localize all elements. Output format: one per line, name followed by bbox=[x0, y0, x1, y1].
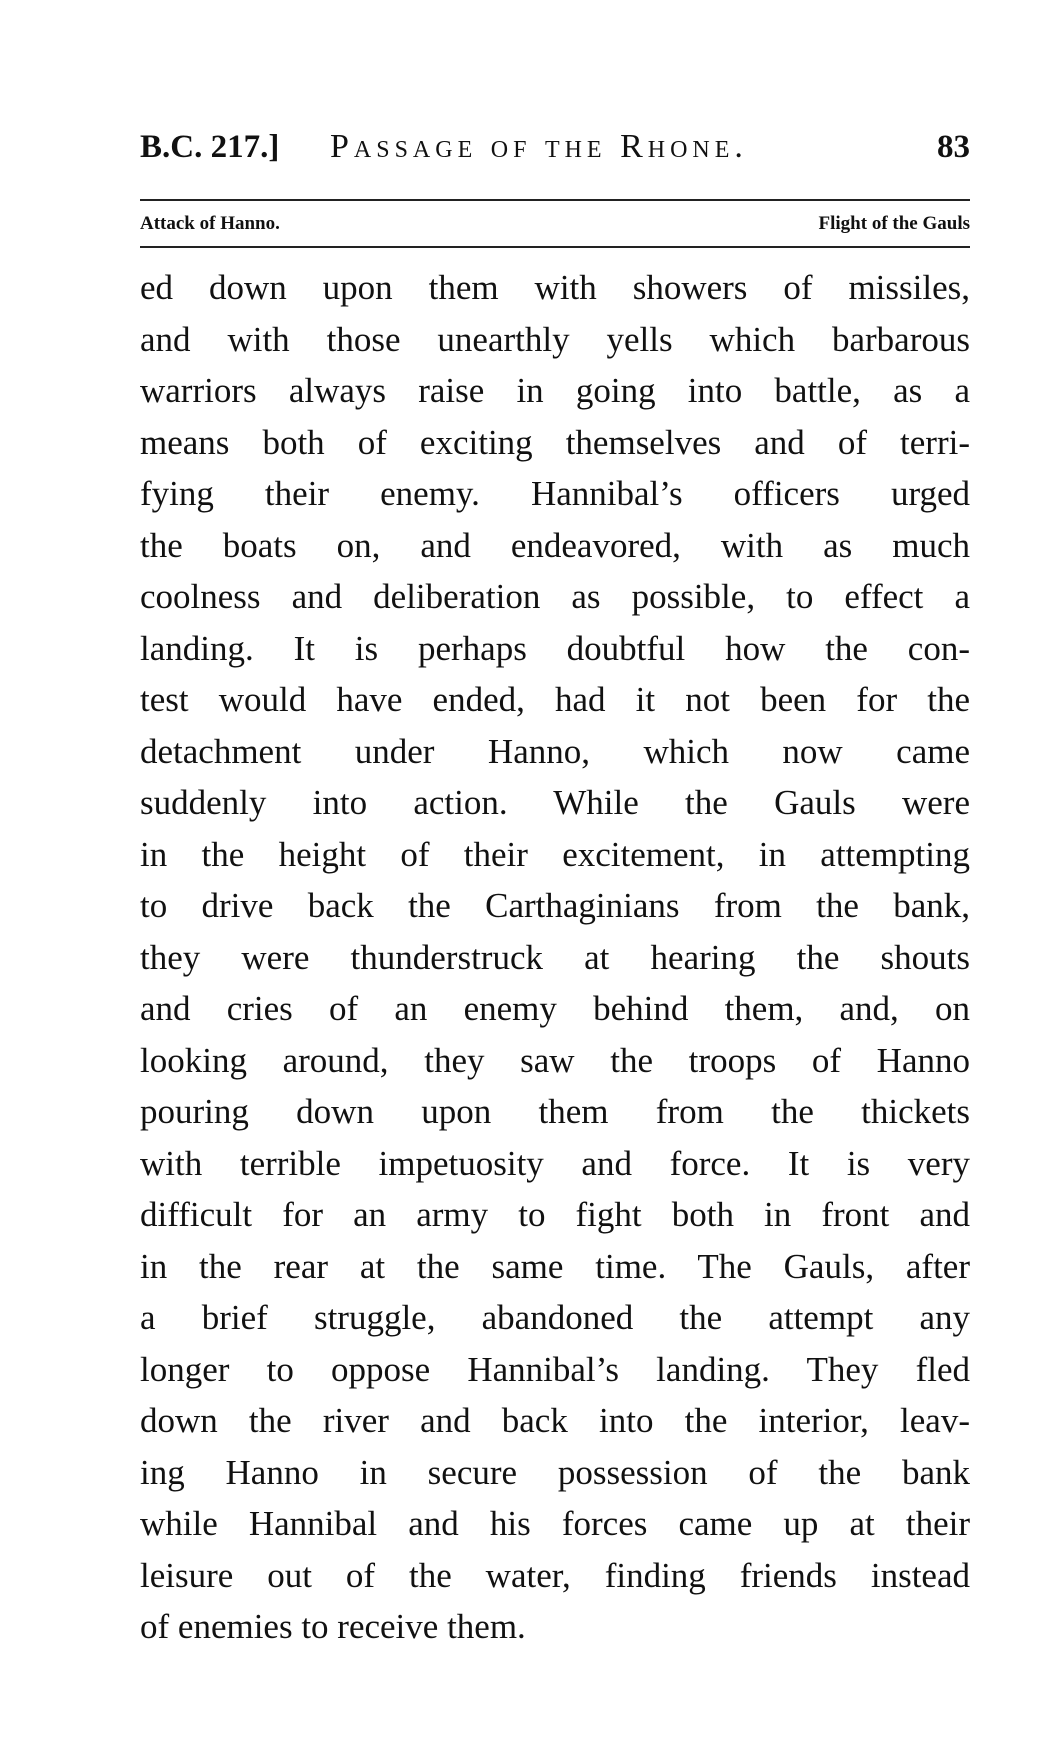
text-line: with terrible impetuosity and force. It is very bbox=[140, 1143, 970, 1183]
header-rule-bottom bbox=[140, 246, 970, 248]
side-note-right: Flight of the Gauls bbox=[818, 213, 970, 234]
text-line: a brief struggle, abandoned the attempt any bbox=[140, 1298, 970, 1337]
text-line: ing Hanno in secure possession of the bank bbox=[140, 1452, 970, 1492]
running-head bbox=[140, 122, 970, 172]
text-line: they were thunderstruck at hearing the shouts bbox=[140, 937, 970, 977]
text-line: coolness and deliberation as possible, to effect a bbox=[140, 577, 970, 616]
text-line: down the river and back into the interior, leav- bbox=[140, 1401, 970, 1440]
text-line: the boats on, and endeavored, with as much bbox=[140, 525, 970, 565]
text-line: and with those unearthly yells which barbarous bbox=[140, 319, 970, 359]
text-line: while Hannibal and his forces came up at their bbox=[140, 1504, 970, 1543]
text-line: warriors always raise in going into battle, as a bbox=[140, 371, 970, 410]
text-line: landing. It is perhaps doubtful how the con- bbox=[140, 628, 970, 668]
page-number: 83 bbox=[937, 129, 970, 165]
header-title: Passage of the Rhone. bbox=[330, 128, 748, 165]
text-line: looking around, they saw the troops of Hanno bbox=[140, 1040, 970, 1080]
text-line: to drive back the Carthaginians from the bank, bbox=[140, 886, 970, 925]
text-line: fying their enemy. Hannibal’s officers urged bbox=[140, 474, 970, 513]
text-line: detachment under Hanno, which now came bbox=[140, 731, 970, 771]
text-line: in the rear at the same time. The Gauls, after bbox=[140, 1246, 970, 1286]
text-line: pouring down upon them from the thickets bbox=[140, 1092, 970, 1131]
text-line: means both of exciting themselves and of terri- bbox=[140, 422, 970, 462]
text-line: ed down upon them with showers of missiles, bbox=[140, 268, 970, 307]
side-notes bbox=[140, 206, 970, 242]
text-line: difficult for an army to fight both in front and bbox=[140, 1195, 970, 1234]
text-line: test would have ended, had it not been for the bbox=[140, 680, 970, 719]
text-line: leisure out of the water, finding friends instead bbox=[140, 1555, 970, 1595]
text-line: in the height of their excitement, in attempting bbox=[140, 834, 970, 874]
header-rule-top bbox=[140, 199, 970, 201]
text-line: suddenly into action. While the Gauls were bbox=[140, 783, 970, 822]
body-text bbox=[140, 262, 970, 1652]
text-line: of enemies to receive them. bbox=[140, 1607, 526, 1646]
side-note-left: Attack of Hanno. bbox=[140, 213, 280, 234]
header-date: B.C. 217.] bbox=[140, 129, 280, 165]
text-line: longer to oppose Hannibal’s landing. They fled bbox=[140, 1349, 970, 1389]
text-line: and cries of an enemy behind them, and, on bbox=[140, 989, 970, 1028]
